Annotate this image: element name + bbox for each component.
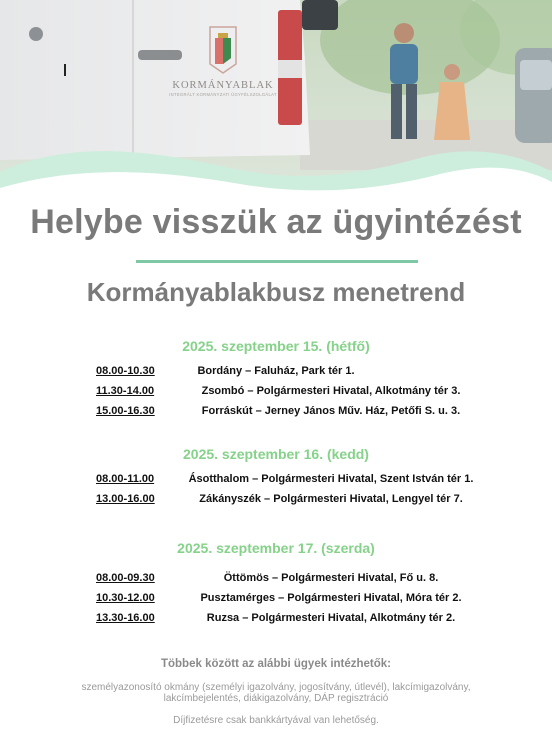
time-slot: 11.30-14.00 bbox=[96, 385, 155, 397]
location: Öttömös – Polgármesteri Hivatal, Fő u. 8. bbox=[223, 572, 439, 584]
schedule-row bbox=[0, 473, 552, 489]
schedule-date: 2025. szeptember 17. (szerda) bbox=[177, 540, 375, 556]
time-slot: 08.00-11.00 bbox=[96, 473, 155, 485]
logo-name: KORMÁNYABLAK bbox=[172, 80, 274, 91]
services-list: személyazonosító okmány (személyi igazolvány, jogosítvány, útlevél), lakcímigazolvány, lakcímbejelentés, diákigazolvány, DÁP regisztráció bbox=[81, 682, 471, 704]
title-divider bbox=[136, 260, 418, 263]
time-slot: 08.00-09.30 bbox=[96, 572, 155, 584]
schedule-row bbox=[0, 493, 552, 509]
schedule-row bbox=[0, 365, 552, 381]
time-slot: 13.00-16.00 bbox=[96, 493, 155, 505]
coat-of-arms-icon bbox=[204, 24, 242, 76]
location: Zákányszék – Polgármesteri Hivatal, Lengyel tér 7. bbox=[199, 493, 463, 505]
schedule-date: 2025. szeptember 16. (kedd) bbox=[183, 446, 369, 462]
time-slot: 08.00-10.30 bbox=[96, 365, 155, 377]
logo-subtitle: INTEGRÁLT KORMÁNYZATI ÜGYFÉLSZOLGÁLAT bbox=[169, 92, 277, 97]
location: Forráskút – Jerney János Műv. Ház, Petőfi S. u. 3. bbox=[201, 405, 461, 417]
schedule-row bbox=[0, 405, 552, 421]
header-photo bbox=[0, 0, 552, 205]
schedule-row bbox=[0, 592, 552, 608]
schedule-row bbox=[0, 572, 552, 588]
schedule-row bbox=[0, 612, 552, 628]
page-subtitle: Kormányablakbusz menetrend bbox=[86, 277, 466, 307]
time-slot: 15.00-16.30 bbox=[96, 405, 155, 417]
schedule-row bbox=[0, 385, 552, 401]
services-heading: Többek között az alábbi ügyek intézhetők: bbox=[160, 658, 392, 670]
payment-note: Díjfizetésre csak bankkártyával van lehetőség. bbox=[173, 715, 379, 726]
time-slot: 10.30-12.00 bbox=[96, 592, 155, 604]
location: Ásotthalom – Polgármesteri Hivatal, Szent István tér 1. bbox=[188, 473, 474, 485]
location: Pusztamérges – Polgármesteri Hivatal, Móra tér 2. bbox=[200, 592, 462, 604]
schedule-date: 2025. szeptember 15. (hétfő) bbox=[182, 338, 370, 354]
location: Zsombó – Polgármesteri Hivatal, Alkotmány tér 3. bbox=[201, 385, 461, 397]
location: Bordány – Faluház, Park tér 1. bbox=[197, 365, 355, 377]
page-title: Helybe visszük az ügyintézést bbox=[30, 203, 522, 241]
location: Ruzsa – Polgármesteri Hivatal, Alkotmány tér 2. bbox=[206, 612, 456, 624]
kormanyablak-logo bbox=[168, 24, 278, 97]
time-slot: 13.30-16.00 bbox=[96, 612, 155, 624]
